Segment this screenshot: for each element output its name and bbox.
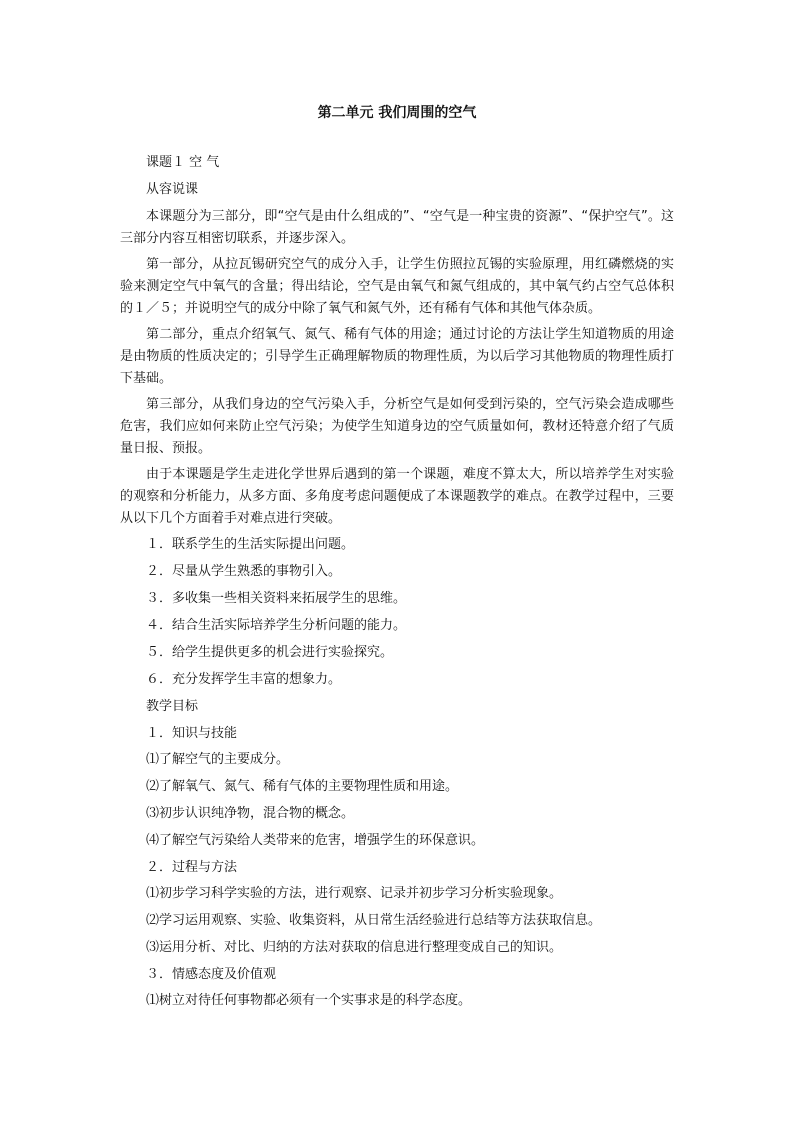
goal-item: ⑴初步学习科学实验的方法，进行观察、记录并初步学习分析实验现象。 [146,886,563,901]
goal-heading: １．知识与技能 [146,726,238,741]
document-page [120,96,674,1017]
strategy-item: ６．充分发挥学生丰富的想象力。 [146,672,342,687]
goal-item: ⑷了解空气污染给人类带来的危害，增强学生的环保意识。 [146,833,485,848]
strategy-item: ２．尽量从学生熟悉的事物引入。 [146,564,342,579]
section-heading-intro: 从容说课 [146,182,199,197]
paragraph: 第二部分，重点介绍氧气、氮气、稀有气体的用途；通过讨论的方法让学生知道物质的用途是由物质的性质决定的；引导学生正确理解物质的物理性质，为以后学习其他物质的物理性质打下基础。 [120,327,674,386]
paragraph: 由于本课题是学生走进化学世界后遇到的第一个课题，难度不算太大，所以培养学生对实验的观察和分析能力，从多方面、多角度考虑问题便成了本课题教学的难点。在教学过程中，三要从以下几个方面着手对难点进行突破。 [120,467,674,526]
goal-item: ⑶初步认识纯净物，混合物的概念。 [146,806,355,821]
strategy-item: ３．多收集一些相关资料来拓展学生的思维。 [146,591,407,606]
goal-item: ⑴了解空气的主要成分。 [146,752,290,767]
goal-item: ⑴树立对待任何事物都必须有一个实事求是的科学态度。 [146,993,472,1008]
paragraph: 第一部分，从拉瓦锡研究空气的成分入手，让学生仿照拉瓦锡的实验原理，用红磷燃烧的实验来测定空气中氧气的含量；得出结论，空气是由氧气和氮气组成的，其中氧气约占空气总体积的１／５；并说明空气的成分中除了氧气和氮气外，还有稀有气体和其他气体杂质。 [120,257,674,316]
paragraph: 第三部分，从我们身边的空气污染入手，分析空气是如何受到污染的，空气污染会造成哪些危害，我们应如何来防止空气污染；为使学生知道身边的空气质量如何，教材还特意介绍了气质量日报、预报。 [120,397,674,456]
section-heading-goals: 教学目标 [146,699,199,714]
goal-heading: ３．情感态度及价值观 [146,967,277,982]
strategy-item: １．联系学生的生活实际提出问题。 [146,537,355,552]
strategy-item: ４．结合生活实际培养学生分析问题的能力。 [146,618,407,633]
lesson-title: 课题１ 空 气 [146,155,220,170]
goal-item: ⑵了解氧气、氮气、稀有气体的主要物理性质和用途。 [146,779,459,794]
paragraph: 本课题分为三部分，即“空气是由什么组成的”、“空气是一种宝贵的资源”、“保护空气”。这三部分内容互相密切联系，并逐步深入。 [120,209,674,246]
strategy-item: ５．给学生提供更多的机会进行实验探究。 [146,645,394,660]
goal-item: ⑵学习运用观察、实验、收集资料，从日常生活经验进行总结等方法获取信息。 [146,913,602,928]
goal-item: ⑶运用分析、对比、归纳的方法对获取的信息进行整理变成自己的知识。 [146,940,563,955]
unit-title: 第二单元 我们周围的空气 [317,105,477,121]
goal-heading: ２．过程与方法 [146,860,238,875]
